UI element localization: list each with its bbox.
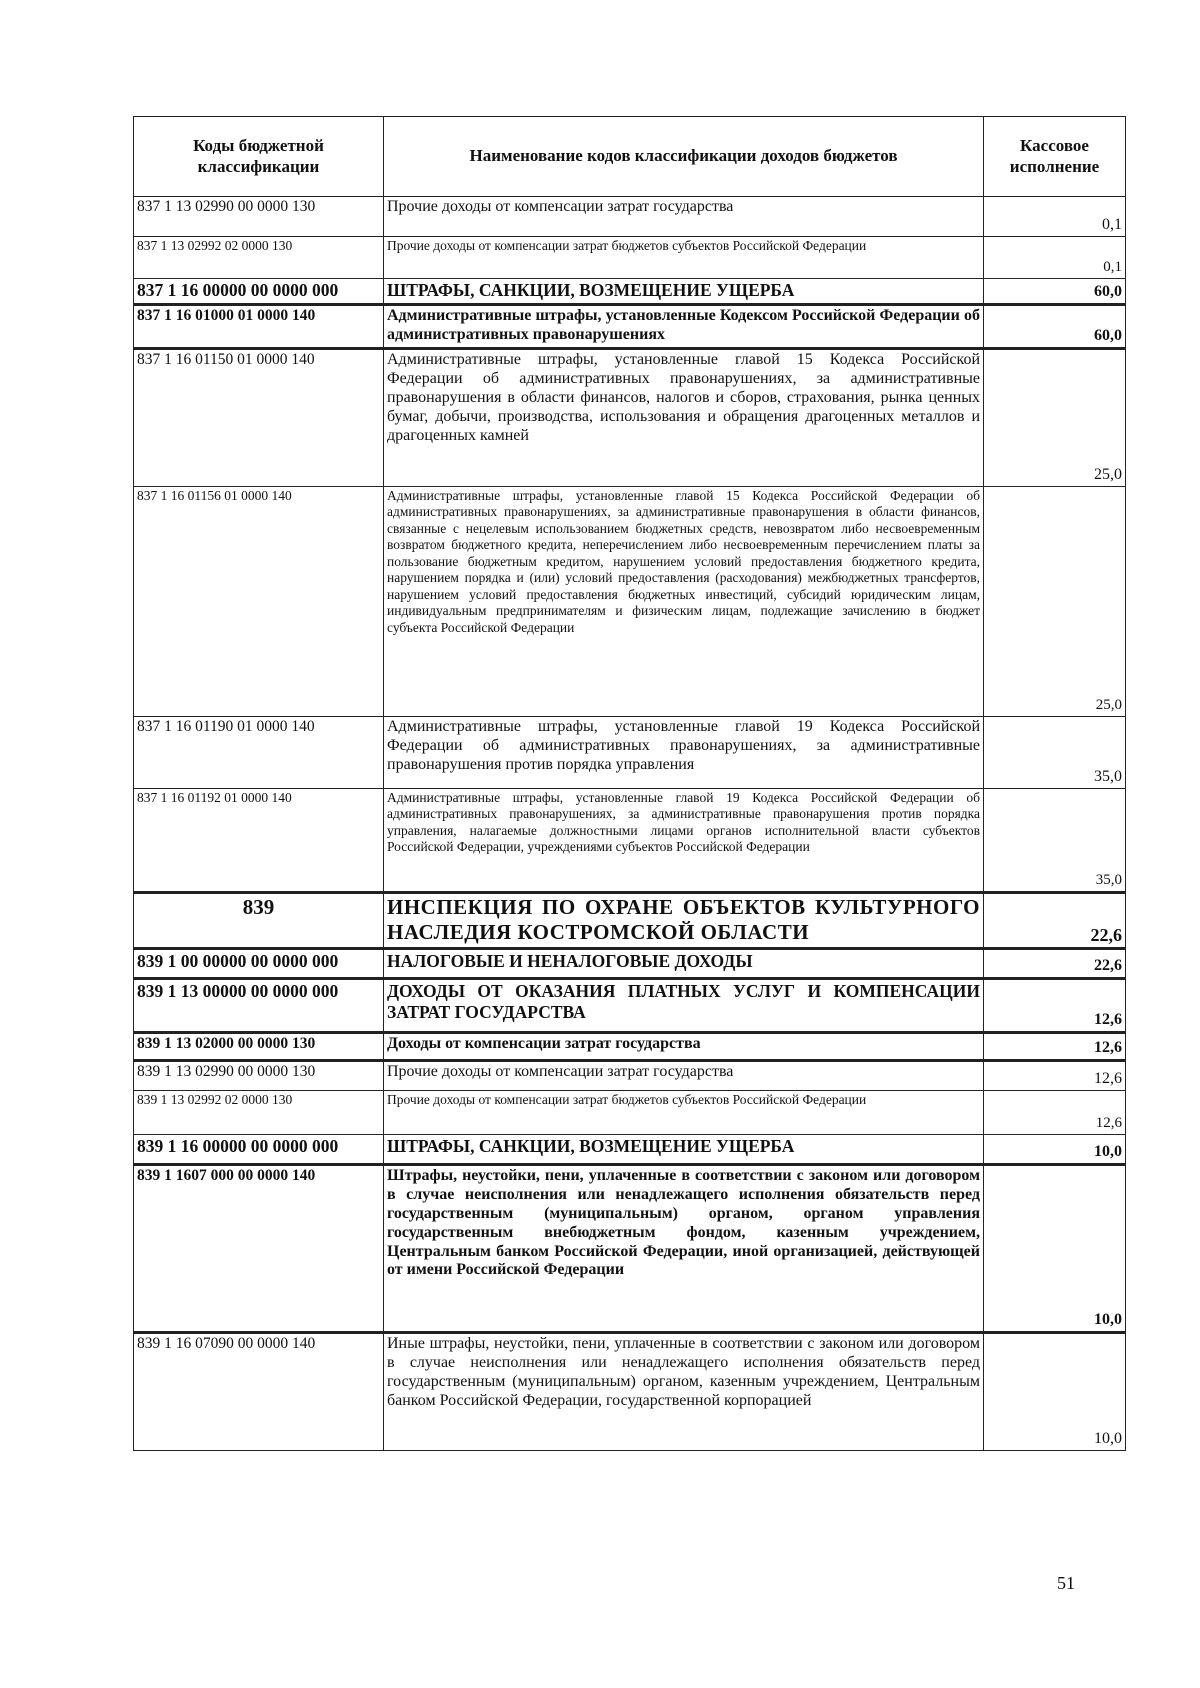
row-name: Административные штрафы, установленные главой 19 Кодекса Российской Федерации об административных правонарушениях, за административные правонарушения против порядка управления [384,717,984,789]
row-amount: 12,6 [984,979,1126,1033]
row-amount: 25,0 [984,487,1126,717]
row-name: Штрафы, неустойки, пени, уплаченные в соответствии с законом или договором в случае неисполнения или ненадлежащего исполнения обязательств перед государственным (муниципальным) органом, органом управления государственным внебюджетным фондом, казенным учреждением, Центральным банком Российской Федерации, иной организацией, действующей от имени Российской Федерации [384,1165,984,1333]
table-row [134,893,1126,949]
header-amount: Кассовое исполнение [984,117,1126,197]
row-amount: 60,0 [984,279,1126,305]
row-name: ИНСПЕКЦИЯ ПО ОХРАНЕ ОБЪЕКТОВ КУЛЬТУРНОГО НАСЛЕДИЯ КОСТРОМСКОЙ ОБЛАСТИ [384,893,984,949]
row-code: 837 1 16 01190 01 0000 140 [134,717,384,789]
table-row [134,487,1126,717]
table-row [134,349,1126,487]
table-row [134,1061,1126,1091]
row-amount: 25,0 [984,349,1126,487]
header-code: Коды бюджетной классификации [134,117,384,197]
table-row [134,305,1126,349]
row-code: 837 1 13 02992 02 0000 130 [134,237,384,279]
row-name: ШТРАФЫ, САНКЦИИ, ВОЗМЕЩЕНИЕ УЩЕРБА [384,1135,984,1165]
budget-revenue-table [133,116,1126,1451]
row-code: 837 1 16 01156 01 0000 140 [134,487,384,717]
row-name: ДОХОДЫ ОТ ОКАЗАНИЯ ПЛАТНЫХ УСЛУГ И КОМПЕНСАЦИИ ЗАТРАТ ГОСУДАРСТВА [384,979,984,1033]
row-amount: 12,6 [984,1091,1126,1135]
row-code: 837 1 16 01000 01 0000 140 [134,305,384,349]
row-amount: 60,0 [984,305,1126,349]
row-code: 839 1 13 02992 02 0000 130 [134,1091,384,1135]
row-name: Административные штрафы, установленные главой 19 Кодекса Российской Федерации об административных правонарушениях, за административные правонарушения против порядка управления, налагаемые должностными лицами органов исполнительной власти субъектов Российской Федерации, учреждениями субъектов Российской Федерации [384,789,984,893]
row-amount: 10,0 [984,1333,1126,1451]
row-name: Прочие доходы от компенсации затрат государства [384,1061,984,1091]
table-row [134,949,1126,979]
row-code: 837 1 16 00000 00 0000 000 [134,279,384,305]
table-row [134,1033,1126,1061]
row-code: 839 [134,893,384,949]
row-name: Иные штрафы, неустойки, пени, уплаченные в соответствии с законом или договором в случае неисполнения или ненадлежащего исполнения обязательств перед государственным (муниципальным) органом, казенным учреждением, Центральным банком Российской Федерации, государственной корпорацией [384,1333,984,1451]
row-amount: 0,1 [984,237,1126,279]
row-amount: 35,0 [984,717,1126,789]
row-code: 839 1 00 00000 00 0000 000 [134,949,384,979]
row-code: 837 1 13 02990 00 0000 130 [134,197,384,237]
header-name: Наименование кодов классификации доходов бюджетов [384,117,984,197]
row-amount: 10,0 [984,1135,1126,1165]
row-code: 839 1 13 02990 00 0000 130 [134,1061,384,1091]
row-name: Административные штрафы, установленные главой 15 Кодекса Российской Федерации об административных правонарушениях, за административные правонарушения в области финансов, налогов и сборов, страхования, рынка ценных бумаг, добычи, производства, использования и обращения драгоценных металлов и драгоценных камней [384,349,984,487]
table-row [134,279,1126,305]
row-amount: 22,6 [984,893,1126,949]
row-name: Прочие доходы от компенсации затрат бюджетов субъектов Российской Федерации [384,237,984,279]
row-code: 837 1 16 01150 01 0000 140 [134,349,384,487]
row-amount: 12,6 [984,1033,1126,1061]
table-row [134,979,1126,1033]
row-name: Прочие доходы от компенсации затрат бюджетов субъектов Российской Федерации [384,1091,984,1135]
row-code: 839 1 1607 000 00 0000 140 [134,1165,384,1333]
table-row [134,789,1126,893]
table-row [134,1135,1126,1165]
row-amount: 22,6 [984,949,1126,979]
row-amount: 0,1 [984,197,1126,237]
row-name: Административные штрафы, установленные Кодексом Российской Федерации об административных правонарушениях [384,305,984,349]
row-name: Прочие доходы от компенсации затрат государства [384,197,984,237]
row-name: Административные штрафы, установленные главой 15 Кодекса Российской Федерации об административных правонарушениях, за административные правонарушения в области финансов, связанные с нецелевым использованием бюджетных средств, невозвратом либо несвоевременным возвратом бюджетного кредита, неперечислением либо несвоевременным перечислением платы за пользование бюджетным кредитом, нарушением условий предоставления бюджетного кредита, нарушением порядка и (или) условий предоставления (расходования) межбюджетных трансфертов, нарушением условий предоставления бюджетных инвестиций, субсидий юридическим лицам, индивидуальным предпринимателям и физическим лицам, подлежащие зачислению в бюджет субъекта Российской Федерации [384,487,984,717]
table-row [134,197,1126,237]
row-name: НАЛОГОВЫЕ И НЕНАЛОГОВЫЕ ДОХОДЫ [384,949,984,979]
row-code: 839 1 13 02000 00 0000 130 [134,1033,384,1061]
table-row [134,1333,1126,1451]
page-number: 51 [1057,1573,1075,1593]
table-row [134,717,1126,789]
row-code: 839 1 16 07090 00 0000 140 [134,1333,384,1451]
row-code: 839 1 13 00000 00 0000 000 [134,979,384,1033]
row-code: 839 1 16 00000 00 0000 000 [134,1135,384,1165]
table-row [134,1091,1126,1135]
row-amount: 35,0 [984,789,1126,893]
table-header-row [134,117,1126,197]
table-row [134,237,1126,279]
row-name: ШТРАФЫ, САНКЦИИ, ВОЗМЕЩЕНИЕ УЩЕРБА [384,279,984,305]
row-name: Доходы от компенсации затрат государства [384,1033,984,1061]
row-amount: 10,0 [984,1165,1126,1333]
row-amount: 12,6 [984,1061,1126,1091]
table-row [134,1165,1126,1333]
row-code: 837 1 16 01192 01 0000 140 [134,789,384,893]
